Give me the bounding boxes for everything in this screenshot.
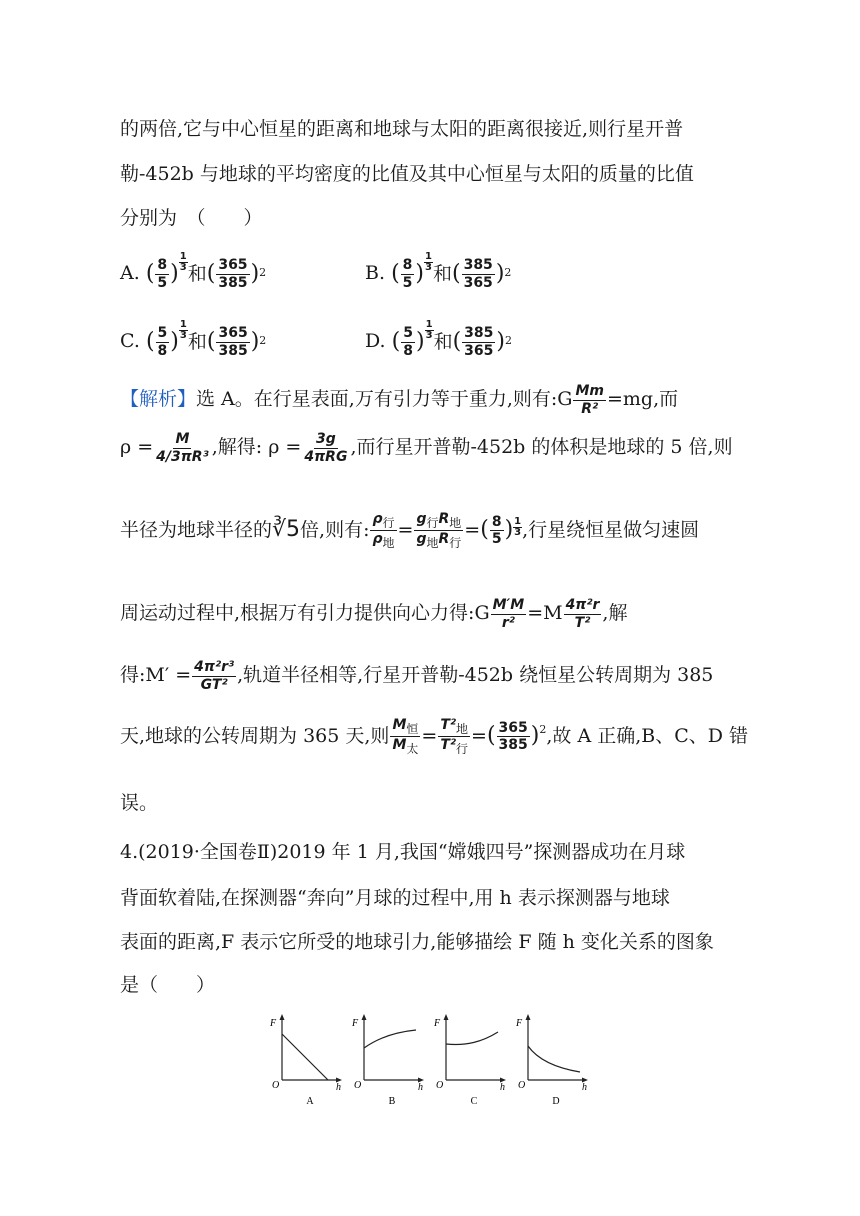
and-text: 和: [187, 262, 207, 285]
exp-den: 3: [425, 261, 432, 273]
solution-line-2: [120, 432, 733, 464]
answer-graphs: [262, 1010, 602, 1110]
option-d: D. ( $\frac{5}{8}$ ) $\frac{1}{3}$ 和 ( $\frac{385}{365}$ ) 2: [365, 318, 512, 359]
frac-den: R²: [581, 400, 599, 417]
option-b: B. ( $\frac{8}{5}$ ) $\frac{1}{3}$ 和 ( $\frac{385}{365}$ ) 2: [365, 250, 512, 291]
exp-square: 2: [259, 333, 267, 347]
option-c-label: C.: [120, 330, 140, 353]
sub-di: 地: [456, 721, 469, 736]
cube-root-5: ∛5: [272, 516, 301, 542]
option-a-frac1-num: 8: [157, 257, 168, 273]
option-c-frac1-den: 8: [157, 342, 168, 359]
solution-line-1: [120, 384, 678, 416]
solution-text: 得:M′ =: [120, 664, 192, 687]
frac-num: M: [175, 431, 190, 447]
frac-den: 385: [498, 737, 528, 754]
intro-line-3: 分别为 （ ）: [120, 207, 263, 229]
origin-label: O: [272, 1080, 280, 1091]
frac-den: 5: [491, 531, 502, 548]
and-text: 和: [433, 330, 453, 353]
option-c-frac2-den: 385: [218, 342, 248, 359]
frac-num: M′M: [492, 597, 525, 613]
origin-label: O: [436, 1080, 444, 1091]
axis-label-x: h: [500, 1082, 505, 1093]
question4-line-4: 是（ ）: [120, 974, 216, 996]
graph-c: [426, 1010, 506, 1110]
frac-num: 365: [498, 719, 528, 736]
option-a-frac1-den: 5: [157, 274, 168, 291]
sub-xing: 行: [382, 515, 395, 530]
solution-text: ,轨道半径相等,行星开普勒-452b 绕恒星公转周期为 385: [237, 664, 714, 687]
frac-den: 4πRG: [304, 448, 348, 465]
solution-text: 半径为地球半径的: [120, 518, 273, 541]
question4-line-1: 4.(2019·全国卷Ⅱ)2019 年 1 月,我国“嫦娥四号”探测器成功在月球: [120, 841, 686, 863]
solution-text: ,解: [602, 602, 628, 625]
exp-den: 3: [179, 329, 187, 341]
solution-line-4: [120, 598, 627, 630]
and-text: 和: [187, 330, 207, 353]
question4-line-3: 表面的距离,F 表示它所受的地球引力,能够描绘 F 随 h 变化关系的图象: [120, 931, 714, 953]
solution-text: ,而行星开普勒-452b 的体积是地球的 5 倍,则: [350, 436, 733, 459]
axis-label-y: F: [516, 1018, 523, 1029]
frac-num: 8: [491, 513, 502, 530]
exp-square: 2: [505, 333, 512, 347]
exp-num: 1: [514, 515, 522, 527]
axis-label-y: F: [434, 1018, 441, 1029]
solution-text: =mg,而: [606, 388, 679, 411]
exp-den: 3: [514, 526, 522, 538]
frac-num: 3g: [316, 431, 336, 447]
graph-label: B: [388, 1096, 396, 1107]
exp-num: 1: [425, 250, 432, 262]
option-b-frac2-den: 365: [463, 274, 493, 291]
sub-di: 地: [449, 515, 462, 530]
option-d-frac2-den: 365: [464, 342, 494, 359]
solution-text: 选 A。在行星表面,万有引力等于重力,则有:G: [196, 388, 573, 411]
graph-label: C: [470, 1096, 478, 1107]
solution-text: ,行星绕恒星做匀速圆: [522, 518, 700, 541]
origin-label: O: [354, 1080, 362, 1091]
graph-d: [508, 1010, 588, 1110]
solution-text: ,故 A 正确,B、C、D 错: [546, 724, 749, 747]
solution-text: =M: [527, 602, 563, 625]
origin-label: O: [518, 1080, 526, 1091]
graph-label: A: [306, 1096, 314, 1107]
exp-square: 2: [259, 265, 267, 279]
exp-num: 1: [179, 318, 187, 330]
solution-line-6: 天,地球的公转周期为 365 天,则 $\frac{\text{M恒}}{\text{M太}}$ = $\frac{\text{T²地}}{\text{T²行}}$ =( $\frac{365}{385}$ )$^2$,故 A 正确,B、C、D 错: [120, 717, 749, 757]
exp-square: 2: [539, 722, 547, 736]
frac-num: 4π²r: [565, 597, 600, 613]
axis-label-x: h: [418, 1082, 423, 1093]
sub-xing: 行: [449, 536, 462, 551]
solution-text: 天,地球的公转周期为 365 天,则: [120, 724, 390, 747]
graph-label: D: [552, 1096, 560, 1107]
solution-text: 周运动过程中,根据万有引力提供向心力得:G: [120, 602, 490, 625]
frac-den: GT²: [200, 676, 228, 693]
frac-den: r²: [501, 614, 515, 631]
frac-num: 4π²r³: [194, 659, 235, 675]
sub-xing: 行: [426, 515, 439, 530]
solution-line-3: 半径为地球半径的∛5倍,则有: $\frac{\text{ρ行}}{\text{ρ地}}$ = $\frac{\text{g行R地}}{\text{g地R行}}$ =( $\frac{8}{5}$ ) $\frac{1}{3}$ ,行星绕恒星做匀速圆: [120, 511, 700, 551]
axis-label-y: F: [352, 1018, 359, 1029]
exp-num: 1: [179, 250, 187, 262]
solution-text: ,解得: ρ =: [211, 436, 302, 459]
intro-line-2: 勒-452b 与地球的平均密度的比值及其中心恒星与太阳的质量的比值: [120, 163, 694, 185]
option-a-frac2-den: 385: [218, 274, 248, 291]
solution-tag: 【解析】: [120, 388, 197, 411]
sub-tai: 太: [406, 742, 419, 757]
option-c-frac2-num: 365: [218, 325, 248, 341]
graph-b: [344, 1010, 424, 1110]
option-b-frac1-num: 8: [402, 257, 413, 273]
exp-square: 2: [504, 265, 512, 279]
frac-num: Mm: [575, 383, 604, 399]
option-c-frac1-num: 5: [157, 325, 168, 341]
graph-a: [262, 1010, 342, 1110]
intro-line-1: 的两倍,它与中心恒星的距离和地球与太阳的距离很接近,则行星开普: [120, 118, 684, 140]
option-b-frac1-den: 5: [402, 274, 413, 291]
question4-line-2: 背面软着陆,在探测器“奔向”月球的过程中,用 h 表示探测器与地球: [120, 887, 670, 909]
option-a-frac2-num: 365: [218, 257, 248, 273]
option-d-label: D.: [365, 330, 386, 353]
option-d-frac1-den: 8: [403, 342, 413, 359]
solution-line-5: [120, 660, 713, 692]
axis-label-x: h: [336, 1082, 341, 1093]
frac-den: 4/3πR³: [156, 448, 209, 465]
exp-den: 3: [179, 261, 187, 273]
solution-text: ρ =: [120, 436, 154, 459]
sub-xing: 行: [456, 742, 469, 757]
axis-label-x: h: [582, 1082, 587, 1093]
sub-heng: 恒: [406, 721, 419, 736]
option-b-label: B.: [365, 262, 386, 285]
solution-text: 倍,则有:: [300, 518, 370, 541]
option-a: A. ( $\frac{8}{5}$ ) $\frac{1}{3}$ 和 ( $\frac{365}{385}$ ) 2: [120, 250, 267, 291]
solution-line-7: 误。: [120, 792, 159, 814]
sub-di: 地: [426, 536, 439, 551]
axis-label-y: F: [270, 1018, 277, 1029]
option-d-frac1-num: 5: [403, 325, 413, 341]
exp-num: 1: [425, 318, 433, 330]
sub-di: 地: [382, 536, 395, 551]
exp-den: 3: [425, 329, 433, 341]
option-d-frac2-num: 385: [464, 325, 494, 341]
option-b-frac2-num: 385: [463, 257, 493, 273]
option-c: C. ( $\frac{5}{8}$ ) $\frac{1}{3}$ 和 ( $\frac{365}{385}$ ) 2: [120, 318, 267, 359]
option-a-label: A.: [120, 262, 140, 285]
frac-den: T²: [574, 614, 591, 631]
and-text: 和: [432, 262, 452, 285]
